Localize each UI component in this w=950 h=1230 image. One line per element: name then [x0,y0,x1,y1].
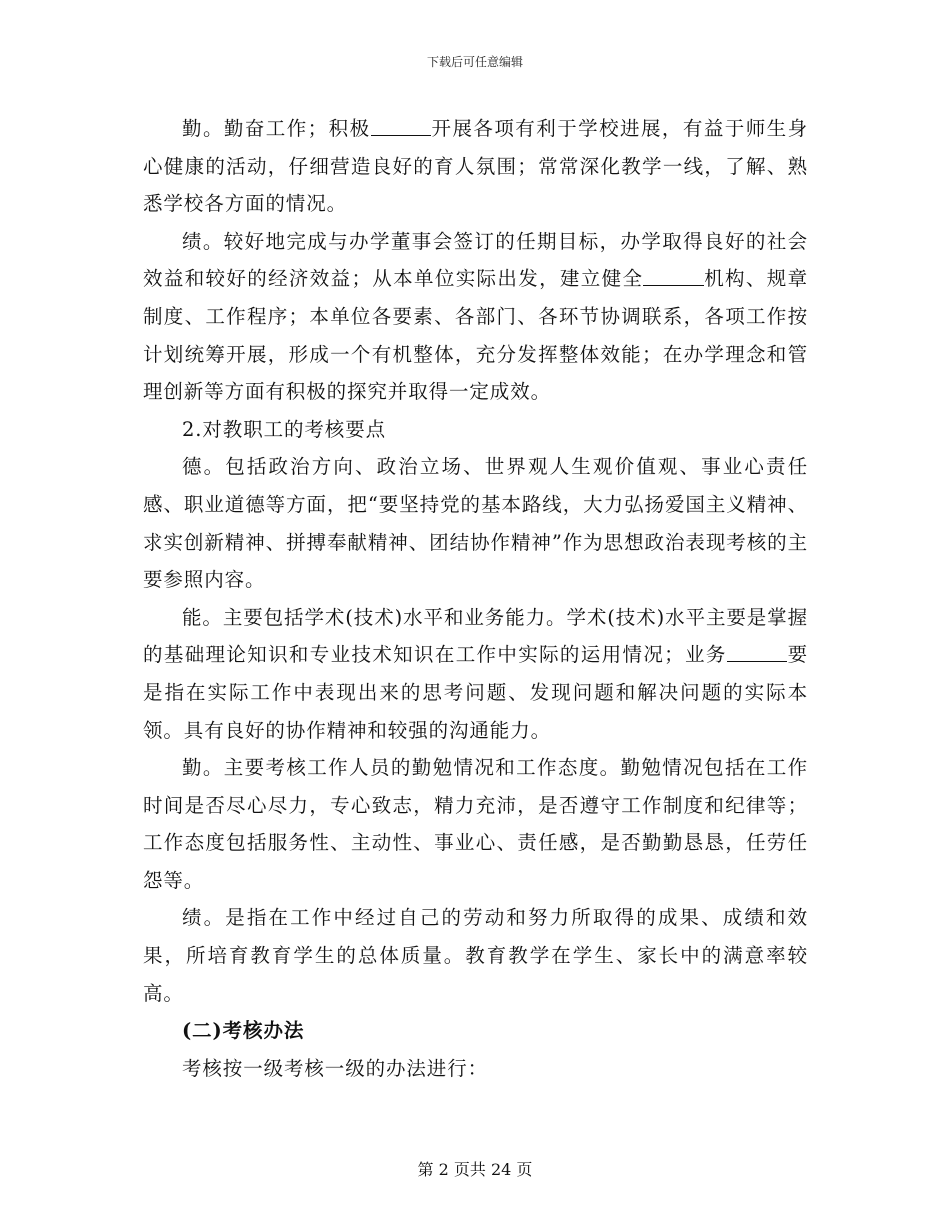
paragraph-de: 德。包括政治方向、政治立场、世界观人生观价值观、事业心责任感、职业道德等方面，把“要坚持党的基本路线，大力弘扬爱国主义精神、求实创新精神、拼搏奉献精神、团结协作精神”作为思想政治表现考核的主要参照内容。 [143,455,808,592]
page-number: 第 2 页共 24 页 [417,1160,533,1179]
document-body [143,110,808,1087]
fill-blank [371,115,431,136]
fill-blank [643,266,703,287]
section-heading-staff-assessment: 2.对教职工的考核要点 [182,417,387,441]
section-heading-assessment-method: (二)考核办法 [182,1019,305,1043]
paragraph-ji-principal: 绩。较好地完成与办学董事会签订的任期目标，办学取得良好的社会效益和较好的经济效益；从本单位实际出发，建立健全 机构、规章制度、工作程序；本单位各要素、各部门、各环节协调联系，各项工作按计划统筹开展，形成一个有机整体，充分发挥整体效能；在办学理念和管理创新等方面有积极的探究并取得一定成效。 [143,229,808,404]
page-header: 下载后可任意编辑 [426,55,523,69]
paragraph-method-intro: 考核按一级考核一级的办法进行： [182,1056,489,1080]
paragraph-qin-staff: 勤。主要考核工作人员的勤勉情况和工作态度。勤勉情况包括在工作时间是否尽心尽力，专心致志，精力充沛，是否遵守工作制度和纪律等；工作态度包括服务性、主动性、事业心、责任感，是否勤勤恳恳，任劳任怨等。 [143,756,808,892]
paragraph-neng: 能。主要包括学术(技术)水平和业务能力。学术(技术)水平主要是掌握的基础理论知识和专业技术知识在工作中实际的运用情况；业务 要是指在实际工作中表现出来的思考问题、发现问题和解决问题的实际本领。具有良好的协作精神和较强的沟通能力。 [143,605,809,742]
paragraph-ji-staff: 绩。是指在工作中经过自己的劳动和努力所取得的成果、成绩和效果，所培育教育学生的总体质量。教育教学在学生、家长中的满意率较高。 [143,906,808,1005]
fill-blank [727,642,787,663]
paragraph-qin-principal: 勤。勤奋工作；积极 开展各项有利于学校进展，有益于师生身心健康的活动，仔细营造良好的育人氛围；常常深化教学一线，了解、熟悉学校各方面的情况。 [143,117,809,216]
